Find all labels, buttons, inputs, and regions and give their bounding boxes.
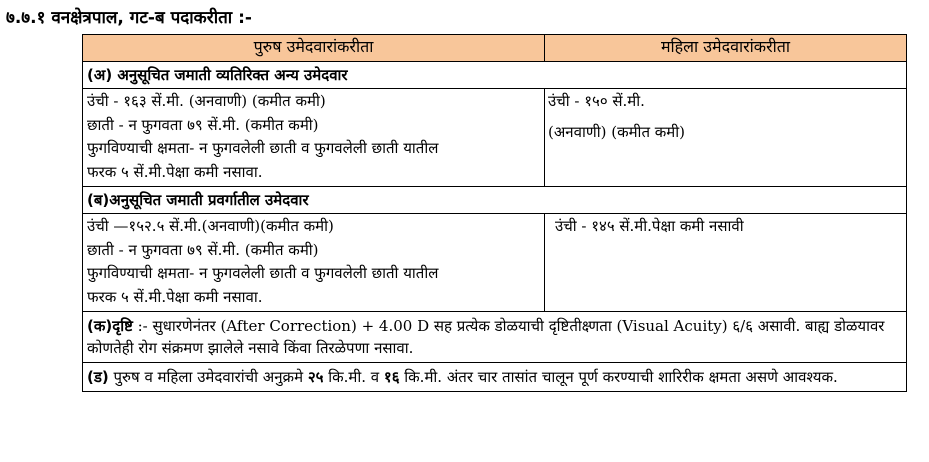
column-header-men: पुरुष उमेदवारांकरीता: [83, 35, 545, 62]
walking-distance-women: १६: [383, 368, 400, 386]
criteria-line: फुगविण्याची क्षमता- न फुगवलेली छाती व फुगवलेली छाती यातील: [87, 139, 439, 157]
walking-distance-men: २५: [307, 368, 324, 386]
section-b-row: [83, 187, 907, 214]
criteria-line: उंची - १६३ सें.मी. (अनवाणी) (कमीत कमी): [87, 92, 326, 110]
criteria-line: छाती - न फुगवता ७९ सें.मी. (कमीत कमी): [87, 115, 319, 134]
criteria-line: फरक ५ सें.मी.पेक्षा कमी नसावा.: [87, 287, 263, 306]
walking-note: [83, 363, 907, 392]
walking-note-text: पुरुष व महिला उमेदवारांची अनुक्रमे: [108, 368, 308, 386]
criteria-line: फुगविण्याची क्षमता- न फुगवलेली छाती व फुगवलेली छाती यातील: [87, 264, 439, 282]
header-row: [83, 35, 907, 62]
criteria-line: उंची - १४५ सें.मी.पेक्षा कमी नसावी: [555, 217, 744, 235]
walking-note-row: [83, 363, 907, 392]
requirements-table: [82, 34, 907, 392]
section-heading: ७.७.१ वनक्षेत्रपाल, गट-ब पदाकरीता :-: [6, 8, 252, 28]
walking-note-label: (ड): [87, 368, 109, 386]
walking-note-text: कि.मी. व: [323, 368, 384, 386]
section-b-criteria-row: [83, 214, 907, 312]
criteria-line: उंची - १५० सें.मी.: [548, 92, 645, 110]
criteria-line: फरक ५ सें.मी.पेक्षा कमी नसावा.: [87, 162, 263, 181]
column-header-women: महिला उमेदवारांकरीता: [545, 35, 907, 62]
criteria-line: (अनवाणी) (कमीत कमी): [548, 122, 685, 141]
section-b-men-criteria: [83, 214, 545, 312]
section-a-title: (अ) अनुसूचित जमाती व्यतिरिक्त अन्य उमेदवार: [83, 62, 907, 89]
section-a-criteria-row: [83, 89, 907, 187]
section-a-men-criteria: [83, 89, 545, 187]
section-a-women-criteria: [545, 89, 907, 187]
section-a-row: [83, 62, 907, 89]
vision-note-label: (क)दृष्टि: [87, 317, 133, 335]
section-b-title: (ब)अनुसूचित जमाती प्रवर्गातील उमेदवार: [83, 187, 907, 214]
vision-note: [83, 312, 907, 363]
vision-note-text: :- सुधारणेनंतर (After Correction) + 4.00 D सह प्रत्येक डोळयाची दृष्टितीक्ष्णता (Visual Acuity) ६/६ असावी. बाह्य डोळयावर कोणतेही रोग संक्रमण झालेले नसावे किंवा तिरळेपणा नसावा.: [87, 317, 885, 357]
walking-note-text: कि.मी. अंतर चार तासांत चालून पूर्ण करण्याची शारिरीक क्षमता असणे आवश्यक.: [399, 368, 838, 386]
section-b-women-criteria: [545, 214, 907, 312]
vision-note-row: [83, 312, 907, 363]
criteria-line: उंची —१५२.५ सें.मी.(अनवाणी)(कमीत कमी): [87, 217, 334, 235]
criteria-line: छाती - न फुगवता ७९ सें.मी. (कमीत कमी): [87, 240, 319, 259]
